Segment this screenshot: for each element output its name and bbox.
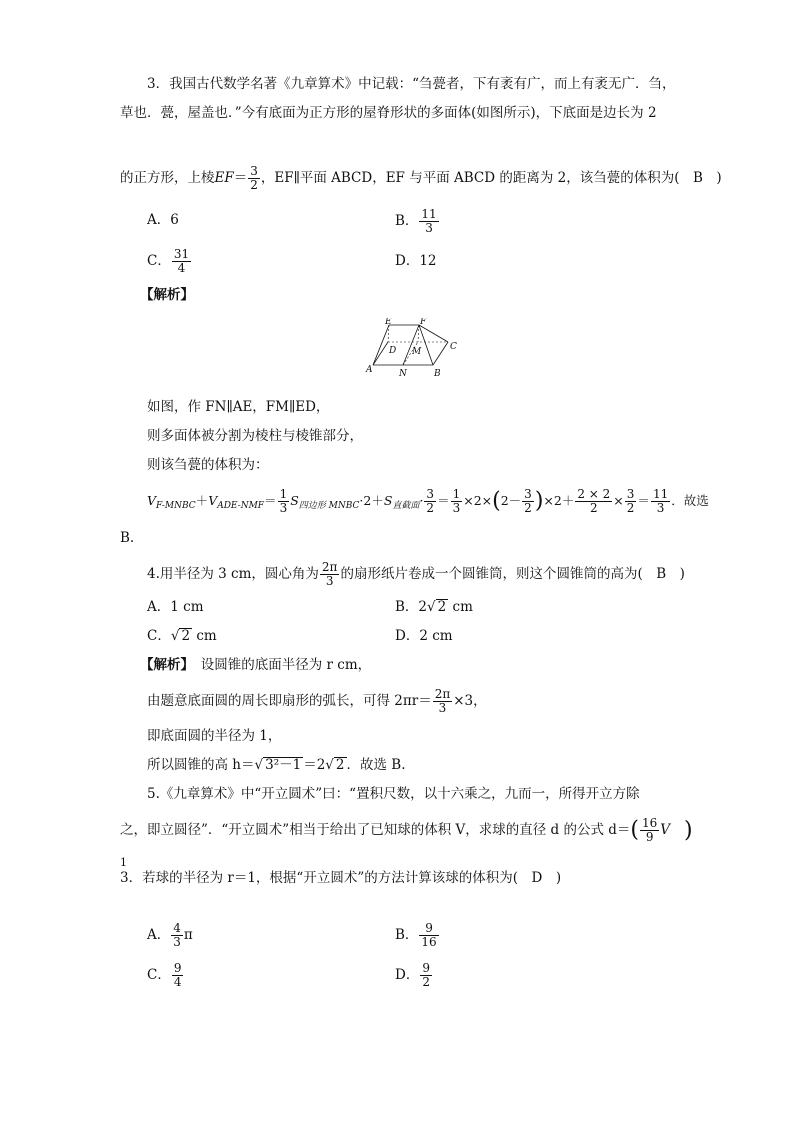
q5-exponent: 1 xyxy=(120,856,127,869)
q3-option-c: C． $\frac{31}{4}$ xyxy=(147,247,190,275)
label-n: N xyxy=(399,369,407,379)
q3-solution-line-2: 则多面体被分割为棱柱与棱锥部分， xyxy=(147,428,363,444)
q5-line-2: 之，即立圆径”．“开立圆术”相当于给出了已知球的体积 V，求球的直径 d 的公式 d＝( $\frac{16}{9}$ V ) xyxy=(120,816,693,844)
q5-option-d: D． $\frac{9}{2}$ xyxy=(395,961,430,989)
q4-solution-line-1: 由题意底面圆的周长即扇形的弧长，可得 2πr＝ $\frac{2\pi}{3}$ ×3， xyxy=(147,687,487,715)
q3-option-a: A．6 xyxy=(147,212,179,228)
q3-line-1: 3．我国古代数学名著《九章算术》中记载：“刍甍者，下有袤有广，而上有袤无广．刍， xyxy=(147,76,676,92)
label-b: B xyxy=(434,369,441,379)
q4-option-a: A．1 cm xyxy=(147,599,204,615)
q3-volume-formula: $V_{F-MNBC}+V_{ADE-NMF}=$ $\frac{1}{3}$ $S_{四边形 MNBC}\cdot 2+S_{直截面}\cdot$ $\frac{3}{2}$ ＝ $\frac{1}{3}$ ×2×(2－ $\frac{3}{2}$ )×2＋ $\frac{2 \times 2}{2}$ × $\frac{3}{2}$ ＝ $\frac{11}{3}$ ．故选 xyxy=(147,487,709,515)
polyhedron-figure xyxy=(363,318,465,382)
q5-option-a: A． $\frac{4}{3}$ π xyxy=(147,921,193,949)
q4-option-d: D．2 cm xyxy=(395,628,453,644)
q3-option-b: B． $\frac{11}{3}$ xyxy=(395,207,437,235)
q3-option-d: D．12 xyxy=(395,253,437,269)
q3-analysis-label: 【解析】 xyxy=(140,287,194,303)
q3-line-2: 草也．甍，屋盖也．”今有底面为正方形的屋脊形状的多面体(如图所示)，下底面是边长为 2 xyxy=(120,105,657,121)
q4-option-b: B．2√ 2 cm xyxy=(395,599,473,615)
label-e: E xyxy=(385,318,392,327)
q4-analysis: 【解析】 设圆锥的底面半径为 r cm， xyxy=(140,657,372,673)
q3-tail: B. xyxy=(120,530,135,546)
q4-solution-line-2: 即底面圆的半径为 1， xyxy=(147,728,282,744)
q3-solution-line-1: 如图，作 FN∥AE，FM∥ED， xyxy=(147,399,330,415)
label-c: C xyxy=(450,342,457,352)
fraction-3-2: $\frac{3}{2}$ xyxy=(250,164,258,192)
label-d: D xyxy=(389,346,397,356)
q5-line-3: 3．若球的半径为 r＝1，根据“开立圆术”的方法计算该球的体积为( D ) xyxy=(120,870,562,886)
q5-line-1: 5.《九章算术》中“开立圆术”曰：“置积尺数，以十六乘之，九而一，所得开立方除 xyxy=(147,786,640,802)
q3-line-3: 的正方形，上棱EF＝ $\frac{3}{2}$ ，EF∥平面 ABCD，EF 与平面 ABCD 的距离为 2，该刍甍的体积为( B ) xyxy=(120,164,722,192)
q4-line-1: 4.用半径为 3 cm，圆心角为 $\frac{2\pi}{3}$ 的扇形纸片卷成一个圆锥筒，则这个圆锥筒的高为( B ) xyxy=(147,560,685,588)
label-m: M xyxy=(412,347,422,357)
label-a: A xyxy=(366,365,373,375)
label-f: F xyxy=(420,318,427,327)
q4-option-c: C．√ 2 cm xyxy=(147,628,217,644)
q3-solution-line-3: 则该刍甍的体积为： xyxy=(147,457,269,473)
q5-option-b: B． $\frac{9}{16}$ xyxy=(395,921,437,949)
q4-solution-line-3: 所以圆锥的高 h＝√ 3²－1 ＝2√ 2 ．故选 B. xyxy=(147,757,406,773)
q5-option-c: C． $\frac{9}{4}$ xyxy=(147,961,182,989)
